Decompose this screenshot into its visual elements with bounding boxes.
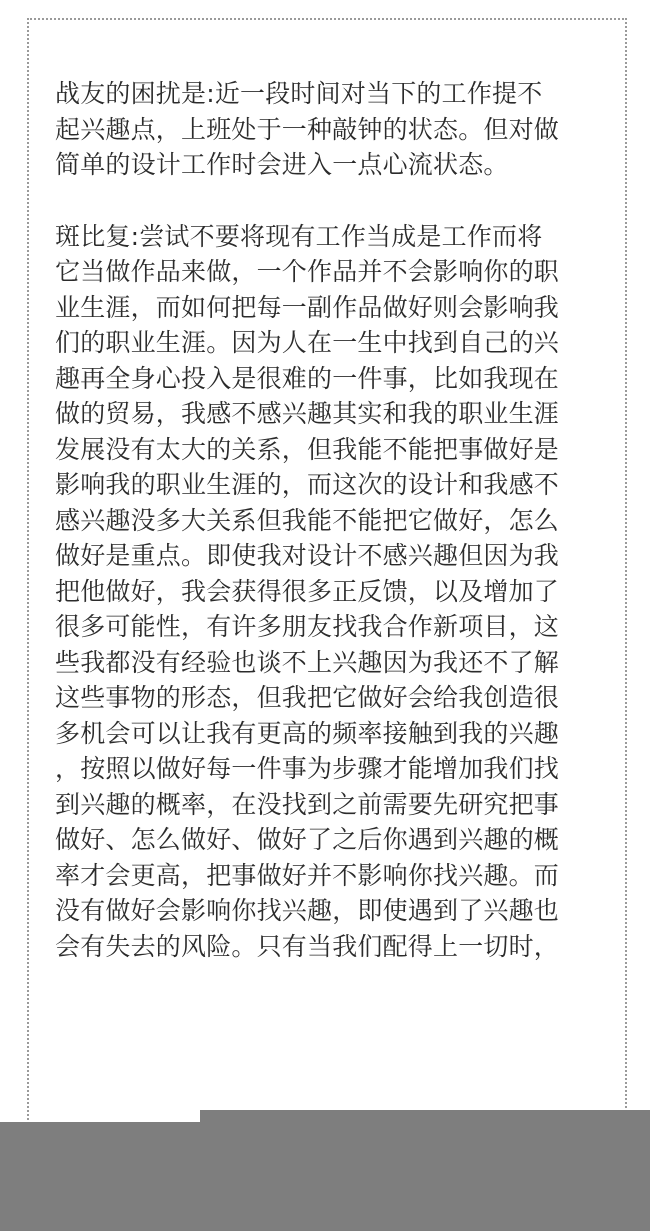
text-line: 率才会更高，把事做好并不影响你找兴趣。而 (55, 860, 560, 890)
text-line: 会有失去的风险。只有当我们配得上一切时， (55, 931, 560, 961)
text-line: 做的贸易，我感不感兴趣其实和我的职业生涯 (55, 399, 560, 428)
text-line: 把他做好，我会获得很多正反馈，以及增加了 (55, 576, 560, 606)
bottom-overlay (0, 1122, 650, 1231)
text-line: 它当做作品来做，一个作品并不会影响你的职 (55, 257, 560, 286)
text-line: 影响我的职业生涯的，而这次的设计和我感不 (55, 470, 560, 499)
text-line: 们的职业生涯。因为人在一生中找到自己的兴 (55, 328, 560, 357)
text-line: 做好、怎么做好、做好了之后你遇到兴趣的概 (55, 825, 560, 854)
overlay-tab (200, 1110, 650, 1122)
text-line: 没有做好会影响你找兴趣，即使遇到了兴趣也 (55, 896, 560, 925)
text-line: 些我都没有经验也谈不上兴趣因为我还不了解 (55, 647, 560, 677)
text-line: 起兴趣点，上班处于一种敲钟的状态。但对做 (55, 114, 560, 144)
text-line: 多机会可以让我有更高的频率接触到我的兴趣 (55, 718, 560, 748)
text-line: 业生涯，而如何把每一副作品做好则会影响我 (55, 292, 560, 322)
text-line: 到兴趣的概率，在没找到之前需要先研究把事 (55, 789, 560, 819)
text-line: 战友的困扰是:近一段时间对当下的工作提不 (55, 79, 543, 108)
document-content (55, 76, 595, 964)
text-line: ，按照以做好每一件事为步骤才能增加我们找 (55, 754, 560, 783)
text-line: 这些事物的形态，但我把它做好会给我创造很 (55, 683, 560, 712)
question-paragraph (55, 76, 595, 183)
text-line: 斑比复:尝试不要将现有工作当成是工作而将 (55, 221, 543, 251)
answer-paragraph (55, 219, 595, 965)
text-line: 做好是重点。即使我对设计不感兴趣但因为我 (55, 541, 560, 570)
text-line: 感兴趣没多大关系但我能不能把它做好，怎么 (55, 505, 560, 535)
text-line: 简单的设计工作时会进入一点心流状态。 (55, 150, 509, 179)
text-line: 趣再全身心投入是很难的一件事，比如我现在 (55, 363, 560, 393)
text-line: 很多可能性，有许多朋友找我合作新项目，这 (55, 612, 560, 641)
text-line: 发展没有太大的关系，但我能不能把事做好是 (55, 434, 560, 464)
